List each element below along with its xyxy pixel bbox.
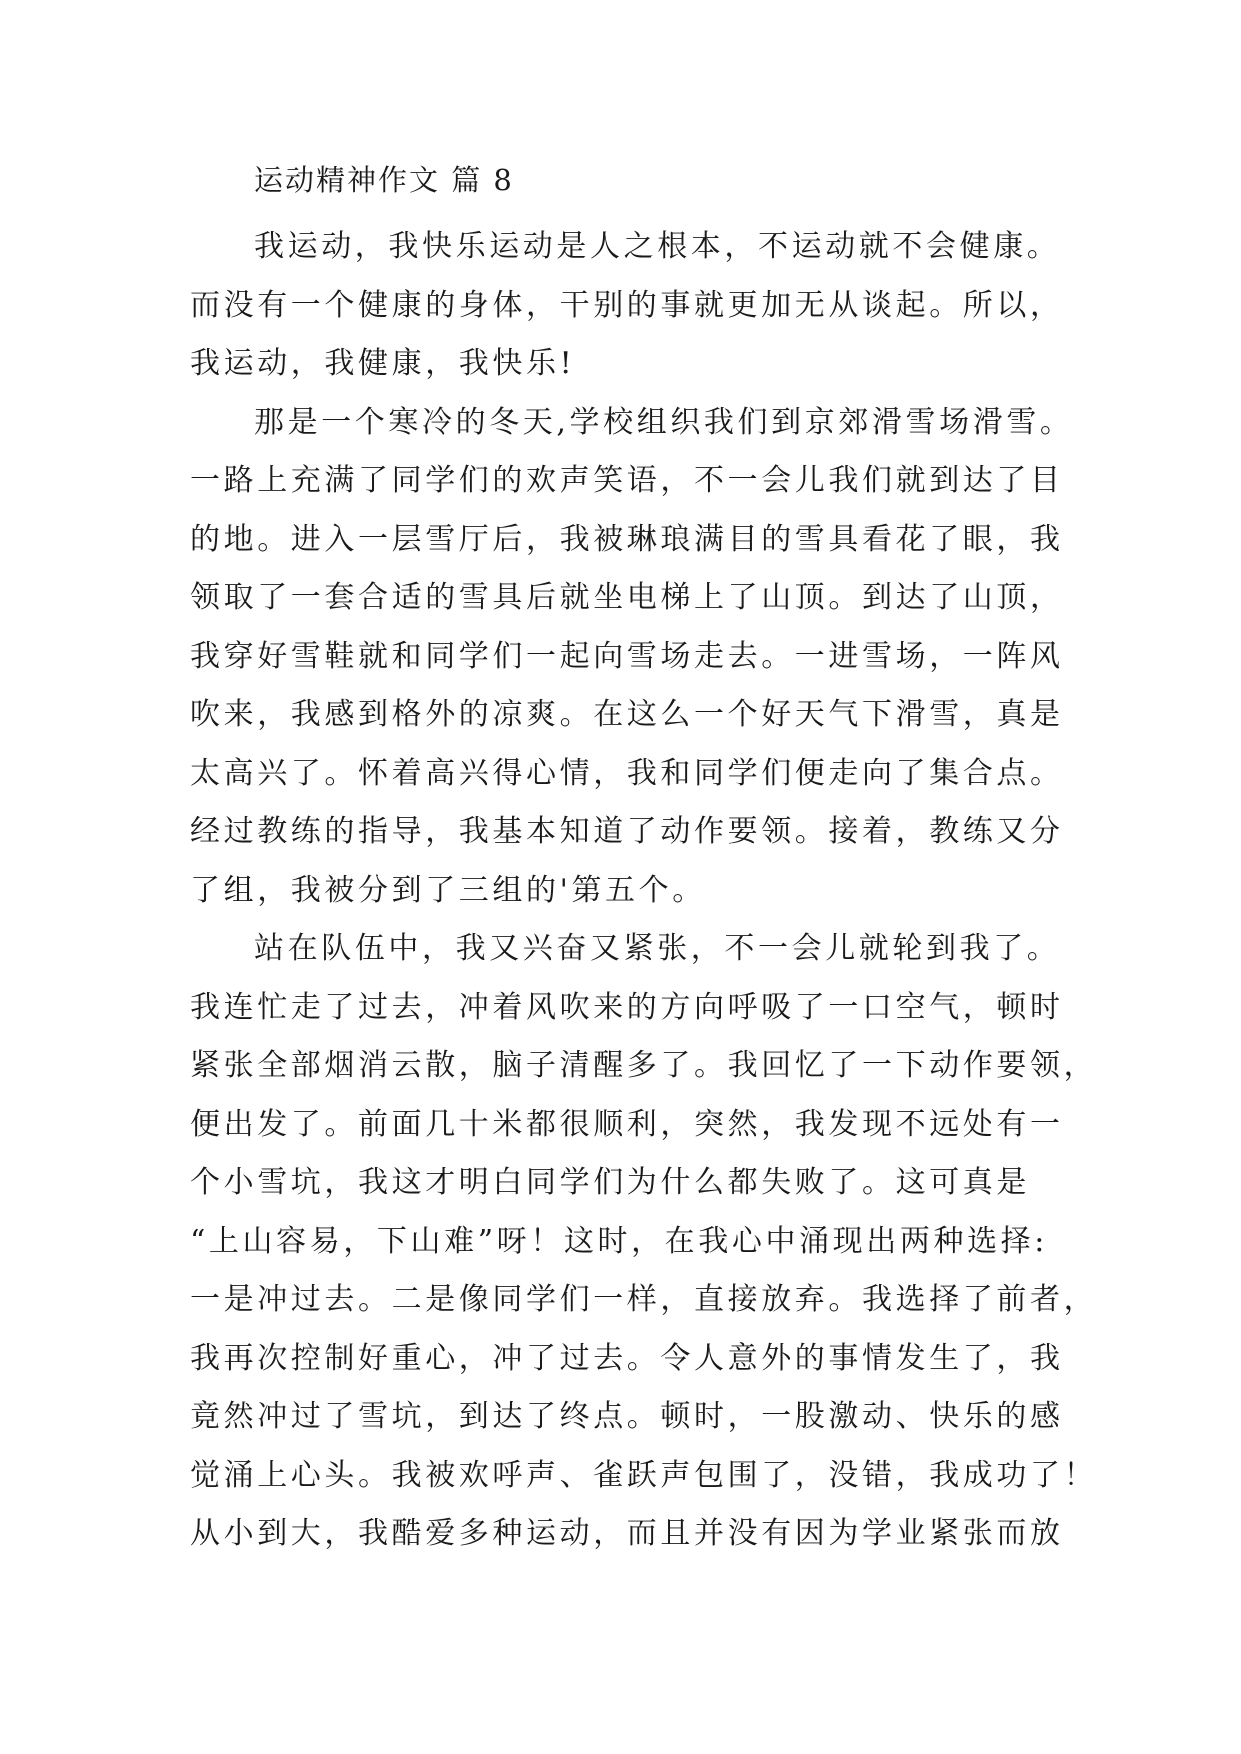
- paragraph-line: 那是一个寒冷的冬天,学校组织我们到京郊滑雪场滑雪。: [254, 404, 1074, 440]
- paragraph-line: 经过教练的指导，我基本知道了动作要领。接着，教练又分: [190, 814, 1064, 849]
- paragraph-line: 我运动，我快乐运动是人之根本，不运动就不会健康。: [254, 229, 1061, 264]
- paragraph-line: 了组，我被分到了三组的'第五个。: [190, 872, 706, 908]
- paragraph-line: 便出发了。前面几十米都很顺利，突然，我发现不远处有一: [190, 1106, 1064, 1142]
- paragraph-line: 竟然冲过了雪坑，到达了终点。顿时，一股激动、快乐的感: [190, 1399, 1064, 1434]
- paragraph-line: 我连忙走了过去，冲着风吹来的方向呼吸了一口空气，顿时: [190, 989, 1064, 1025]
- paragraph-line: 太高兴了。怀着高兴得心情，我和同学们便走向了集合点。: [190, 755, 1064, 791]
- paragraph-line: 我穿好雪鞋就和同学们一起向雪场走去。一进雪场，一阵风: [190, 638, 1064, 674]
- paragraph-line: 吹来，我感到格外的凉爽。在这么一个好天气下滑雪，真是: [190, 697, 1064, 732]
- paragraph-line: 从小到大，我酷爱多种运动，而且并没有因为学业紧张而放: [190, 1516, 1064, 1551]
- paragraph-line: 我运动，我健康，我快乐!: [190, 346, 576, 381]
- document-body: [190, 218, 1098, 1564]
- paragraph-line: 站在队伍中，我又兴奋又紧张，不一会儿就轮到我了。: [254, 931, 1061, 966]
- paragraph-line: 一是冲过去。二是像同学们一样，直接放弃。我选择了前者，: [190, 1282, 1098, 1317]
- paragraph-line: 而没有一个健康的身体，干别的事就更加无从谈起。所以，: [190, 287, 1064, 323]
- paragraph-line: 紧张全部烟消云散，脑子清醒多了。我回忆了一下动作要领，: [190, 1048, 1098, 1083]
- paragraph-line: 觉涌上心头。我被欢呼声、雀跃声包围了，没错，我成功了！: [190, 1457, 1098, 1493]
- document-title: 运动精神作文 篇 8: [254, 163, 514, 197]
- paragraph-line: 我再次控制好重心，冲了过去。令人意外的事情发生了，我: [190, 1340, 1064, 1376]
- paragraph-line: 一路上充满了同学们的欢声笑语，不一会儿我们就到达了目: [190, 463, 1064, 498]
- paragraph-line: “上山容易，下山难”呀！这时，在我心中涌现出两种选择:: [190, 1223, 1048, 1259]
- paragraph-line: 个小雪坑，我这才明白同学们为什么都失败了。这可真是: [190, 1165, 1030, 1200]
- paragraph-line: 领取了一套合适的雪具后就坐电梯上了山顶。到达了山顶，: [190, 580, 1064, 615]
- paragraph-line: 的地。进入一层雪厅后，我被琳琅满目的雪具看花了眼，我: [190, 521, 1064, 557]
